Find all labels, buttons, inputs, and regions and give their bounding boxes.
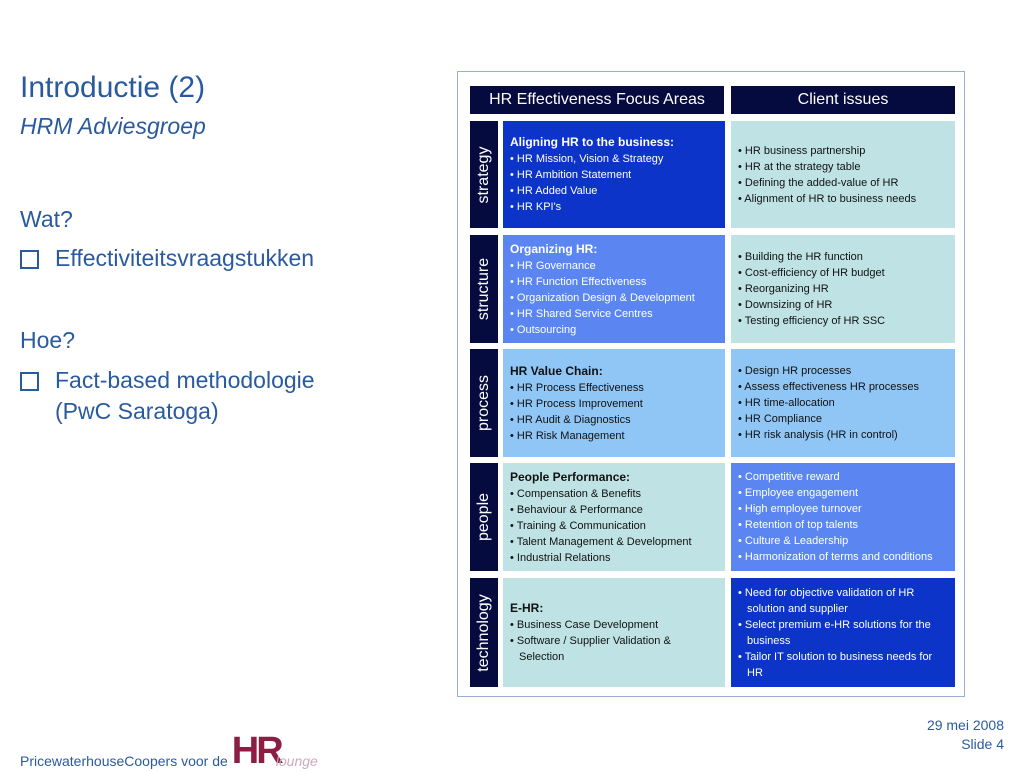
bullet-text: Effectiviteitsvraagstukken <box>55 245 315 271</box>
focus-item: • Outsourcing <box>510 323 577 336</box>
focus-title: Aligning HR to the business: <box>510 135 674 149</box>
row-label-text: strategy <box>475 146 492 203</box>
question-hoe: Hoe? <box>20 327 75 353</box>
issue-item: • Defining the added-value of HR <box>738 176 899 189</box>
issue-item: • Alignment of HR to business needs <box>738 192 917 205</box>
footer-date: 29 mei 2008 <box>926 717 1004 733</box>
issue-item: • Culture & Leadership <box>738 535 849 547</box>
footer-left <box>20 730 332 772</box>
issue-item: • HR time-allocation <box>738 397 835 409</box>
focus-cell-technology <box>503 578 725 687</box>
issue-item: • Competitive reward <box>738 471 840 483</box>
issue-item: • Reorganizing HR <box>738 283 829 295</box>
issue-item: • HR business partnership <box>738 144 866 157</box>
focus-title: HR Value Chain: <box>510 363 603 378</box>
focus-title: Organizing HR: <box>510 241 598 256</box>
footer-slide-number: Slide 4 <box>961 736 1004 752</box>
focus-item: • Organization Design & Development <box>510 291 695 304</box>
row-label-structure <box>470 235 498 343</box>
focus-title: People Performance: <box>510 469 631 484</box>
issues-cell-process <box>731 349 955 457</box>
bullet-effectiviteit <box>20 243 314 274</box>
focus-item: • HR Audit & Diagnostics <box>510 413 631 426</box>
issue-item: • High employee turnover <box>738 503 862 515</box>
row-label-strategy <box>470 121 498 228</box>
issue-item: • Retention of top talents <box>738 519 859 531</box>
issue-item: • Downsizing of HR <box>738 299 833 311</box>
focus-item: • Behaviour & Performance <box>510 503 643 516</box>
focus-item: • Training & Communication <box>510 519 646 532</box>
row-label-text: people <box>475 492 492 542</box>
footer-right <box>927 716 1004 754</box>
slide-subtitle: HRM Adviesgroep <box>20 113 206 139</box>
focus-item: • Talent Management & Development <box>510 535 692 548</box>
question-wat: Wat? <box>20 206 73 232</box>
logo-lounge: lounge <box>275 753 318 769</box>
issues-cell-technology <box>731 578 955 687</box>
checkbox-bullet-icon <box>20 372 39 391</box>
row-label-text: process <box>475 374 492 432</box>
issues-cell-structure <box>731 235 955 343</box>
row-label-process <box>470 349 498 457</box>
focus-title: E-HR: <box>510 601 544 615</box>
focus-item: • Compensation & Benefits <box>510 487 642 500</box>
focus-item: • HR Process Improvement <box>510 397 643 410</box>
issue-item: • HR at the strategy table <box>738 160 861 173</box>
focus-item: • Industrial Relations <box>510 551 611 564</box>
focus-item: • Software / Supplier Validation & Selection <box>510 635 671 663</box>
focus-item: • HR Risk Management <box>510 429 625 442</box>
bullet-text: Fact-based methodologie (PwC Saratoga) <box>55 367 315 424</box>
focus-item: • HR Governance <box>510 259 596 272</box>
issue-item: • Need for objective validation of HR solution and supplier <box>738 586 915 615</box>
footer-company: PricewaterhouseCoopers voor de <box>20 753 228 769</box>
header-client-issues: Client issues <box>731 86 955 114</box>
issue-item: • HR risk analysis (HR in control) <box>738 429 898 441</box>
focus-item: • HR Mission, Vision & Strategy <box>510 153 664 165</box>
focus-cell-process <box>503 349 725 457</box>
row-label-technology <box>470 578 498 687</box>
slide-title: Introductie (2) <box>20 71 206 104</box>
issue-item: • Select premium e-HR solutions for the business <box>738 618 931 647</box>
logo-hr: HR <box>231 730 281 772</box>
issues-cell-people <box>731 463 955 571</box>
checkbox-bullet-icon <box>20 250 39 269</box>
row-label-text: technology <box>475 593 492 672</box>
focus-cell-strategy <box>503 121 725 228</box>
issue-item: • Assess effectiveness HR processes <box>738 381 919 393</box>
issue-item: • Design HR processes <box>738 365 852 377</box>
focus-item: • Business Case Development <box>510 619 659 631</box>
focus-item: • HR KPI's <box>510 201 562 213</box>
row-label-text: structure <box>475 257 492 321</box>
issue-item: • Cost-efficiency of HR budget <box>738 267 885 279</box>
issue-item: • Harmonization of terms and conditions <box>738 551 933 563</box>
bullet-methodologie <box>20 365 315 427</box>
focus-item: • HR Ambition Statement <box>510 169 632 181</box>
focus-cell-people <box>503 463 725 571</box>
issue-item: • Employee engagement <box>738 487 859 499</box>
focus-item: • HR Added Value <box>510 185 598 197</box>
focus-cell-structure <box>503 235 725 343</box>
issue-item: • Tailor IT solution to business needs for HR <box>738 650 933 679</box>
issue-item: • Building the HR function <box>738 251 863 263</box>
header-focus-areas: HR Effectiveness Focus Areas <box>470 86 724 114</box>
issue-item: • Testing efficiency of HR SSC <box>738 315 886 327</box>
row-label-people <box>470 463 498 571</box>
issue-item: • HR Compliance <box>738 413 822 425</box>
issues-cell-strategy <box>731 121 955 228</box>
focus-item: • HR Process Effectiveness <box>510 381 644 394</box>
focus-item: • HR Shared Service Centres <box>510 307 653 320</box>
focus-item: • HR Function Effectiveness <box>510 275 647 288</box>
hr-lounge-logo <box>231 730 332 772</box>
